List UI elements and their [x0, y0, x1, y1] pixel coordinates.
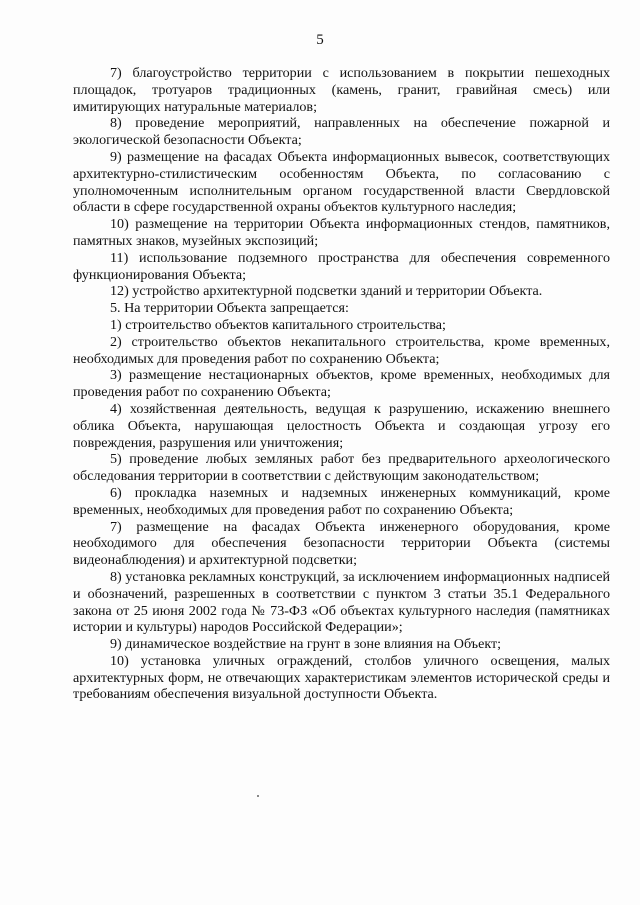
- document-body: [73, 65, 610, 703]
- paragraph-prohibited-5: 5) проведение любых земляных работ без предварительного археологического обследования территории в соответствии с действующим законодательством;: [73, 451, 610, 485]
- paragraph-prohibited-6: 6) прокладка наземных и надземных инженерных коммуникаций, кроме временных, необходимых для проведения работ по сохранению Объекта;: [73, 484, 610, 518]
- paragraph-prohibited-10: 10) установка уличных ограждений, столбов уличного освещения, малых архитектурных форм, не отвечающих характеристикам элементов исторической среды и требованиям обеспечения визуальной доступности Объекта.: [73, 652, 610, 703]
- section-heading-prohibited: 5. На территории Объекта запрещается:: [110, 300, 349, 317]
- paragraph-permitted-10: 10) размещение на территории Объекта информационных стендов, памятников, памятных знаков, музейных экспозиций;: [73, 216, 610, 249]
- paragraph-prohibited-1: 1) строительство объектов капитального строительства;: [110, 316, 446, 333]
- paragraph-permitted-12: 12) устройство архитектурной подсветки зданий и территории Объекта.: [110, 283, 543, 300]
- paragraph-prohibited-4: 4) хозяйственная деятельность, ведущая к разрушению, искажению внешнего облика Объекта, нарушающая целостность Объекта и создающая угрозу его повреждения, разрушения или уничтожения;: [73, 400, 610, 451]
- paragraph-prohibited-7: 7) размещение на фасадах Объекта инженерного оборудования, кроме необходимого для обеспечения безопасности территории Объекта (системы видеонаблюдения) и архитектурной подсветки;: [73, 518, 610, 569]
- paragraph-prohibited-9: 9) динамическое воздействие на грунт в зоне влияния на Объект;: [110, 636, 502, 653]
- paragraph-permitted-9: 9) размещение на фасадах Объекта информационных вывесок, соответствующих архитектурно-стилистическим особенностям Объекта, по согласованию с уполномоченным исполнительным органом государственной власти Свердловской области в сфере государственной охраны объектов культурного наследия;: [73, 148, 610, 216]
- page-number: 5: [316, 32, 324, 48]
- paragraph-prohibited-3: 3) размещение нестационарных объектов, кроме временных, необходимых для проведения работ по сохранению Объекта;: [73, 367, 610, 401]
- paragraph-prohibited-8: 8) установка рекламных конструкций, за исключением информационных надписей и обозначений, разрешенных в соответствии с пунктом 3 статьи 35.1 Федерального закона от 25 июня 2002 года № 73-ФЗ «Об объектах культурного наследия (памятниках истории и культуры) народов Российской Федерации»;: [73, 568, 610, 636]
- scan-speck: [257, 795, 259, 797]
- paragraph-permitted-11: 11) использование подземного пространства для обеспечения современного функционирования Объекта;: [73, 249, 610, 283]
- paragraph-permitted-7: 7) благоустройство территории с использованием в покрытии пешеходных площадок, тротуаров традиционных (камень, гранит, гравийная смесь) или имитирующих натуральные материалов;: [73, 65, 610, 115]
- paragraph-prohibited-2: 2) строительство объектов некапитального строительства, кроме временных, необходимых для проведения работ по сохранению Объекта;: [73, 333, 610, 367]
- paragraph-permitted-8: 8) проведение мероприятий, направленных на обеспечение пожарной и экологической безопасности Объекта;: [73, 115, 610, 149]
